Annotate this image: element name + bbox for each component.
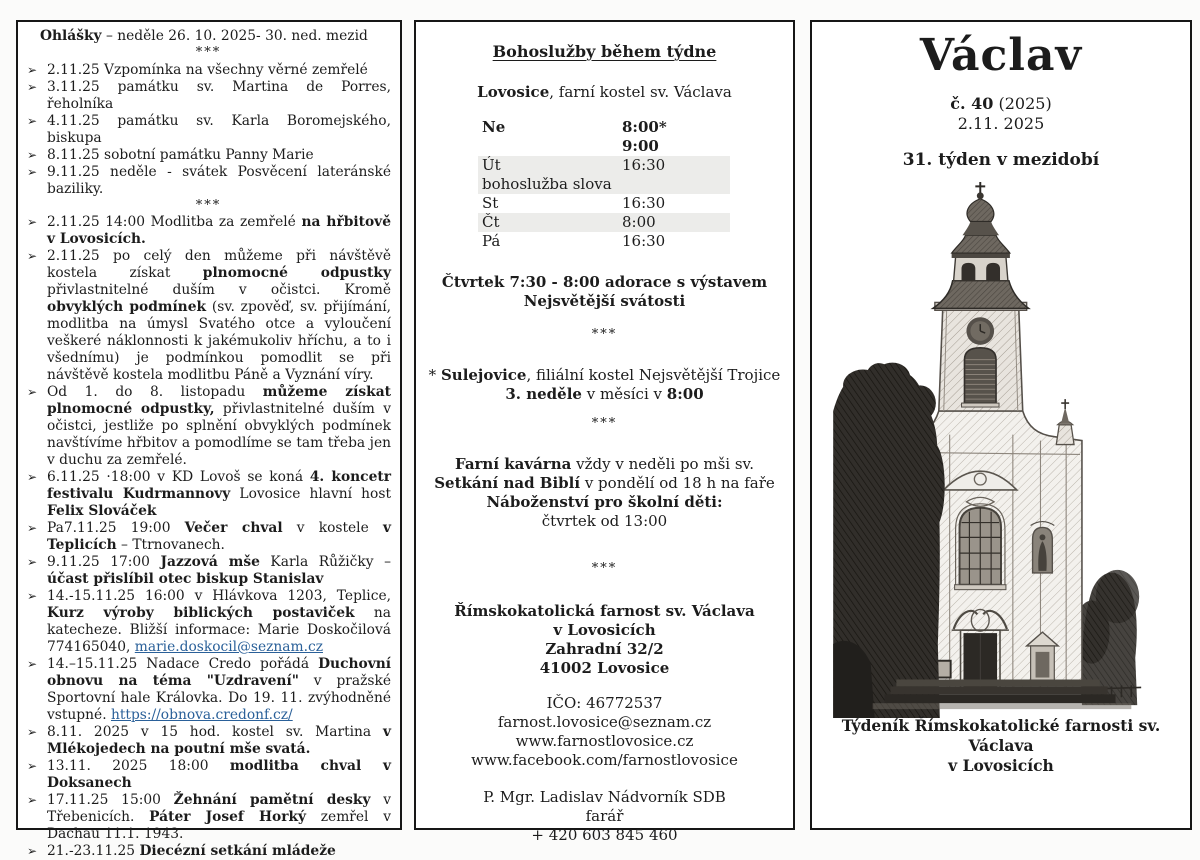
text-run: plnomocné odpustky (202, 265, 391, 281)
info-line (416, 713, 793, 732)
schedule-row (478, 118, 730, 156)
arrow-bullet-icon: ➢ (27, 725, 38, 739)
text-run: Farní kavárna (454, 455, 572, 473)
issue-number (812, 94, 1190, 114)
separator-asterisks: *** (195, 45, 222, 60)
text-run: v pondělí od 18 h na faře (580, 474, 775, 492)
text-run: modlitba chval v Doksanech (47, 758, 391, 791)
text-run: 2.11.25 14:00 Modlitba za zemřelé (47, 214, 302, 230)
info-line (416, 366, 793, 385)
announcement-item (26, 724, 391, 758)
text-run: v Mlékojedech na poutní mše svatá. (47, 724, 391, 757)
arrow-bullet-icon: ➢ (27, 555, 38, 569)
info-line (416, 273, 793, 292)
info-line (416, 292, 793, 311)
text-run: 8.11.25 sobotní památku Panny Marie (47, 147, 314, 163)
text-run: Ohlášky (40, 28, 102, 44)
text-run: Zahradní 32/2 (545, 640, 664, 658)
text-run: Sulejovice (440, 366, 527, 384)
text-run: 4.11.25 památku sv. Karla Boromejského, biskupa (47, 113, 391, 146)
text-run: (sv. zpověď, sv. přijímání, modlitba na úmysl Svatého otce a vyloučení veškeré náklonnosti k jakémukoliv hříchu, a to i všednímu) je podmínkou pomodlit se při návštěvě kostela modlitbu Páně a Vyznání víry. (47, 299, 392, 383)
services-info-blocks (416, 273, 793, 845)
text-run: farář (585, 807, 624, 825)
info-line (416, 640, 793, 659)
announcement-item (26, 520, 391, 554)
arrow-bullet-icon: ➢ (27, 165, 38, 179)
text-run: (2025) (993, 94, 1052, 113)
arrow-bullet-icon: ➢ (27, 385, 38, 399)
text-run: Jazzová mše (160, 554, 260, 570)
schedule-row (478, 156, 730, 194)
text-run: Nejsvětější svátosti (523, 292, 686, 310)
arrow-bullet-icon: ➢ (27, 148, 38, 162)
schedule-time: 16:30 (622, 232, 666, 250)
text-run: v kostele (282, 520, 383, 536)
announcement-item (26, 62, 391, 79)
announcement-item (26, 554, 391, 588)
text-run: čtvrtek od 13:00 (541, 512, 668, 530)
info-line (416, 493, 793, 512)
text-run: * (428, 366, 441, 384)
text-run: Felix Slováček (47, 503, 157, 519)
text-run: , filiální kostel Nejsvětější Trojice (526, 366, 781, 384)
text-run: účast přislíbil otec biskup Stanislav (47, 571, 324, 587)
arrow-bullet-icon: ➢ (27, 215, 38, 229)
announcement-item (26, 656, 391, 724)
mass-schedule-table (478, 118, 730, 251)
arrow-bullet-icon: ➢ (27, 249, 38, 263)
schedule-row (478, 232, 730, 251)
text-run: Kurz výroby biblických postaviček (47, 605, 355, 621)
info-block (416, 788, 793, 845)
text-run: 4. koncetr festivalu Kudrmannovy (47, 469, 392, 502)
announcement-item (26, 792, 391, 843)
text-run: Lovosice hlavní host (230, 486, 391, 502)
text-run: v měsíci v (581, 385, 667, 403)
text-run: č. 40 (950, 94, 994, 113)
info-block (416, 455, 793, 531)
text-run: Žehnání pamětní desky (173, 792, 371, 808)
arrow-bullet-icon: ➢ (27, 114, 38, 128)
text-run: obvyklých podmínek (47, 299, 207, 315)
text-run: www.facebook.com/farnostlovosice (471, 751, 738, 769)
info-line (416, 621, 793, 640)
schedule-day: Ne (482, 118, 506, 136)
text-run: v Teplicích (47, 520, 391, 553)
text-run: – Ttrnovanech. (116, 537, 225, 553)
text-run: 21.-23.11.25 (47, 843, 140, 859)
text-run: Diecézní setkání mládeže (139, 843, 336, 859)
text-run: 14.–15.11.25 Nadace Credo pořádá (47, 656, 319, 672)
info-block (416, 602, 793, 678)
text-run: Karla Růžičky – (259, 554, 391, 570)
text-run: můžeme získat plnomocné odpustky, (47, 384, 392, 417)
info-line (416, 512, 793, 531)
announcement-item (26, 758, 391, 792)
hyperlink[interactable]: marie.doskocil@seznam.cz (134, 639, 323, 655)
text-run: Náboženství pro školní děti: (486, 493, 723, 511)
info-line (416, 788, 793, 807)
church-sketch-image (833, 180, 1169, 718)
announcement-item (26, 214, 391, 248)
separator-asterisks: *** (591, 416, 618, 431)
info-block (416, 366, 793, 404)
separator-asterisks: *** (195, 198, 222, 213)
schedule-time: 8:00* (622, 118, 667, 136)
services-panel (414, 20, 795, 844)
schedule-time: 16:30 (622, 194, 666, 212)
issue-date: 2.11. 2025 (957, 114, 1045, 133)
announcement-item (26, 248, 391, 384)
text-run: P. Mgr. Ladislav Nádvorník SDB (483, 788, 726, 806)
info-block (416, 694, 793, 770)
church-illustration (812, 180, 1190, 722)
schedule-time: 9:00 (622, 137, 659, 155)
announcement-item (26, 79, 391, 113)
separator-asterisks: *** (591, 561, 618, 576)
info-line (416, 474, 793, 493)
text-run: Čtvrtek 7:30 - 8:00 adorace s výstavem (441, 273, 768, 291)
text-run: Duchovní obnovu na téma "Uzdravení" (47, 656, 391, 689)
arrow-bullet-icon: ➢ (27, 470, 38, 484)
text-run: 17.11.25 15:00 (47, 792, 174, 808)
text-run: vždy v neděli po mši sv. (571, 455, 755, 473)
text-run: 14.-15.11.25 16:00 v Hlávkova 1203, Teplice, (47, 588, 391, 604)
announcement-item (26, 113, 391, 147)
text-run: 41002 Lovosice (539, 659, 670, 677)
text-run: 13.11. 2025 18:00 (47, 758, 230, 774)
schedule-day: Pá (482, 232, 501, 250)
arrow-bullet-icon: ➢ (27, 844, 38, 858)
bulletin-title: Václav (919, 30, 1083, 81)
info-line (416, 659, 793, 678)
arrow-bullet-icon: ➢ (27, 521, 38, 535)
info-line (416, 807, 793, 826)
text-run: 8.11. 2025 v 15 hod. kostel sv. Martina (47, 724, 383, 740)
info-block (416, 273, 793, 311)
arrow-bullet-icon: ➢ (27, 759, 38, 773)
arrow-bullet-icon: ➢ (27, 589, 38, 603)
info-line (416, 455, 793, 474)
text-run: 9.11.25 17:00 (47, 554, 161, 570)
schedule-day (482, 137, 622, 156)
schedule-day: St (482, 194, 499, 212)
announcement-item (26, 147, 391, 164)
info-line (416, 694, 793, 713)
text-run: Lovosice (477, 83, 550, 101)
text-run: 2.11.25 Vzpomínka na všechny věrné zemřelé (47, 62, 368, 78)
schedule-row (478, 213, 730, 232)
text-run: na katecheze. Bližší informace: Marie Doskočilová 774165040, (47, 605, 391, 655)
services-location (416, 83, 793, 102)
arrow-bullet-icon: ➢ (27, 63, 38, 77)
info-line (416, 385, 793, 404)
schedule-day: Čt (482, 213, 500, 231)
info-line (416, 826, 793, 845)
text-run: IČO: 46772537 (546, 694, 663, 712)
text-run: 3. neděle (505, 385, 582, 403)
text-run: na hřbitově v Lovosicích. (47, 214, 391, 247)
footer-line: Týdeník Římskokatolické farnosti sv. Václava (841, 716, 1161, 755)
schedule-time: 8:00 (622, 213, 656, 231)
text-run: Od 1. do 8. listopadu (47, 384, 263, 400)
info-line (416, 732, 793, 751)
text-run: přivlastnitelné duším v očistci. Kromě (47, 282, 391, 298)
text-run: 2.11.25 po celý den můžeme při návštěvě kostela získat (47, 248, 391, 281)
text-run: Římskokatolická farnost sv. Václava (454, 602, 755, 620)
text-run: 8:00 (666, 385, 704, 403)
schedule-day: Út (482, 156, 501, 174)
masthead-panel (810, 20, 1192, 830)
arrow-bullet-icon: ➢ (27, 793, 38, 807)
announcements-list (26, 62, 391, 860)
schedule-row (478, 194, 730, 213)
text-run: + 420 603 845 460 (531, 826, 678, 844)
arrow-bullet-icon: ➢ (27, 80, 38, 94)
liturgical-week: 31. týden v mezidobí (902, 150, 1100, 170)
announcements-title (26, 28, 391, 45)
announcement-item (26, 164, 391, 198)
announcement-item (26, 384, 391, 469)
separator-asterisks: *** (591, 327, 618, 342)
announcement-item (26, 588, 391, 656)
text-run: zemřel v Dachau 11.1. 1943. (47, 809, 391, 842)
bulletin-footer (812, 716, 1190, 776)
info-line (416, 751, 793, 770)
text-run: Večer chval (184, 520, 283, 536)
text-run: farnost.lovosice@seznam.cz (497, 713, 712, 731)
schedule-note: bohoslužba slova (482, 175, 612, 193)
text-run: 6.11.25 ·18:00 v KD Lovoš se koná (47, 469, 310, 485)
text-run: 3.11.25 památku sv. Martina de Porres, řeholníka (47, 79, 391, 112)
text-run: Setkání nad Biblí (434, 474, 581, 492)
announcement-item (26, 469, 391, 520)
text-run: přivlastnitelné duším v očistci, jestliže po splnění obvyklých podmínek navštívíme hřbitov a pomodlíme se tam třeba jen v duchu za zemřelé. (47, 401, 391, 468)
schedule-time: 16:30 (622, 156, 666, 174)
hyperlink[interactable]: https://obnova.credonf.cz/ (110, 707, 293, 723)
info-line (416, 602, 793, 621)
announcement-item (26, 843, 391, 860)
text-run: , farní kostel sv. Václava (549, 83, 732, 101)
text-run: v Třebenicích. (47, 792, 391, 825)
text-run: v Lovosicích (553, 621, 656, 639)
text-run: v pražské Sportovní hale Královka. Do 19. 11. zvýhodněné vstupné. (47, 673, 391, 723)
text-run: – neděle 26. 10. 2025- 30. ned. mezid (101, 28, 368, 44)
services-heading: Bohoslužby během týdne (492, 42, 717, 61)
announcements-panel (16, 20, 402, 859)
arrow-bullet-icon: ➢ (27, 657, 38, 671)
text-run: www.farnostlovosice.cz (515, 732, 694, 750)
footer-line: v Lovosicích (948, 756, 1054, 775)
text-run: Páter Josef Horký (149, 809, 307, 825)
text-run: Pa7.11.25 19:00 (47, 520, 185, 536)
text-run: 9.11.25 neděle - svátek Posvěcení lateránské baziliky. (47, 164, 391, 197)
